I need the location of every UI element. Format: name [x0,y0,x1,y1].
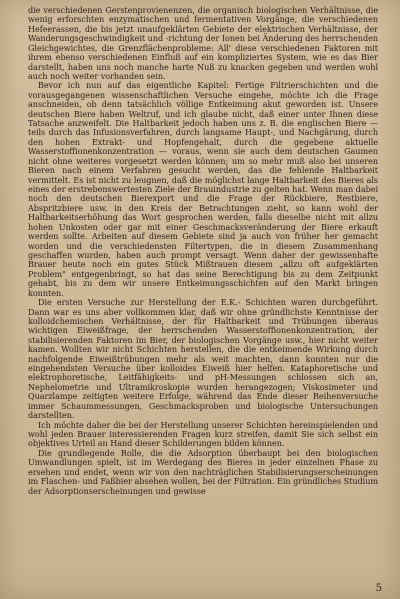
page-number: 5 [375,583,382,594]
paragraph-2: Bevor ich nun auf das eigentliche Kapitel: Fertige Filtrierschichten und die vorausgegangenen wissenschaftlichen Versuche eingehe, möchte ich die Frage anschneiden, ob denn tatsächlich völlige Entkeimung akut geworden ist. Unsere deutschen Biere haben Weltruf, und ich glaube nicht, daß einer unter Ihnen diese Tatsache anzweifelt. Die Haltbarkeit jedoch haben uns z. B. die englischen Biere — teils durch das Infusionsverfahren, durch langsame Haupt-, und Nachgärung, durch den hohen Extrakt- und Hopfengehalt, durch die gegebene aktuelle Wasserstoffionenkonzentration — voraus, wenn sie auch dem deutschen Gaumen nicht ohne weiteres vorgesetzt werden können; um so mehr muß also bei unseren Bieren nach einem Verfahren gesucht werden, das die fehlende Haltbarkeit vermittelt. Es ist nicht zu leugnen, daß die möglichst lange Haltbarkeit des Bieres als eines der erstrebenswertesten Ziele der Brauindustrie zu gelten hat. Wenn man dabei noch den deutschen Bierexport und die Frage der Rückbiere, Restbiere, Abspritzbiere usw. in den Kreis der Betrachtungen zieht, so kann wohl der Haltbarkeitserhöhung das Wort gesprochen werden, falls dieselbe nicht mit allzu hohen Unkosten oder gar mit einer Geschmacksveränderung der Biere erkauft werden sollte. Arbeiten auf diesem Gebiete sind ja auch von früher her gemacht worden und die verschiedensten Filtertypen, die in diesem Zusammenhang geschaffen wurden, haben auch prompt versagt. Wenn daher der gewissenhafte Brauer heute noch ein gutes Stück Mißtrauen diesem „allzu oft aufgeklärten Problem" entgegenbringt, so hat das seine Berechtigung bis zu dem Zeitpunkt gehabt, bis zu dem wir unsere Entkeimungsschichten auf den Markt bringen konnten. [28,80,378,298]
paragraph-4: Ich möchte daher die bei der Herstellung unserer Schichten hereinspielenden und wohl jeden Brauer interessierenden Fragen kurz streifen, damit Sie sich selbst ein objektives Urteil an Hand dieser Schilderungen bilden können. [28,419,378,449]
paragraph-5: Die grundlegende Rolle, die die Adsorption überhaupt bei den biologischen Umwandlungen spielt, ist im Werdegang des Bieres in jeder einzelnen Phase zu ersehen und endet, wenn wir von den nachträglichen Stabilisierungserscheinungen im Flaschen- und Faßbier absehen wollen, bei der Filtration. Ein gründliches Studium der Adsorptionserscheinungen und gewisse [28,447,378,496]
paragraph-1: die verschiedenen Gerstenprovienenzen, die organisch biologischen Verhältnisse, die wenig erforschten enzymatischen und fermentativen Vorgänge, die verschiedenen Hefeerassen, die bis jetzt unaufgeklärten Gebiete der elektrischen Verhältnisse, der Wanderungsgeschwindigkeit und -richtung der Ionen bei Änderung des herrschenden Gleichgewichtes, die Grenzflächenprobleme: All' diese verschiedenen Faktoren mit ihrem ebenso verschiedenen Einfluß auf ein kompliziertes System, wie es das Bier darstellt, haben uns noch manche harte Nuß zu knacken gegeben und werden wohl auch noch weiter vorhanden sein. [28,5,378,81]
paragraph-3: Die ersten Versuche zur Herstellung der E.K.- Schichten waren durchgeführt. Dann war es uns aber vollkommen klar, daß wir ohne gründlichste Kenntnisse der kolloidchemischen Verhältnisse, der für Haltbarkeit und Trübungen überaus wichtigen Eiweißfrage, der herrschenden Wasserstoffionenkonzentration, der stabilisierenden Faktoren im Bier, der biologischen Vorgänge usw., hier nicht weiter kamen. Wollten wir nicht Schichten herstellen, die die entkeimende Wirkung durch nachfolgende Eiweißtrübungen mehr als weit machten, dann konnten nur die eingehendsten Versuche über kolloides Eiweiß hier helfen. Kataphoretische und elektrophoretische, Leitfähigkeits- und pH-Messungen schlossen sich an, Nephelometrie und Ultramikroskopie wurden herangezogen; Viskosimeter und Quarzlampe zeitigten weitere Erfolge, während das Ende dieser Reihenversuche immer Schaummessungen, Geschmacksproben und biologische Untersuchungen darstellten. [28,297,378,421]
page-body-text [28,6,378,496]
